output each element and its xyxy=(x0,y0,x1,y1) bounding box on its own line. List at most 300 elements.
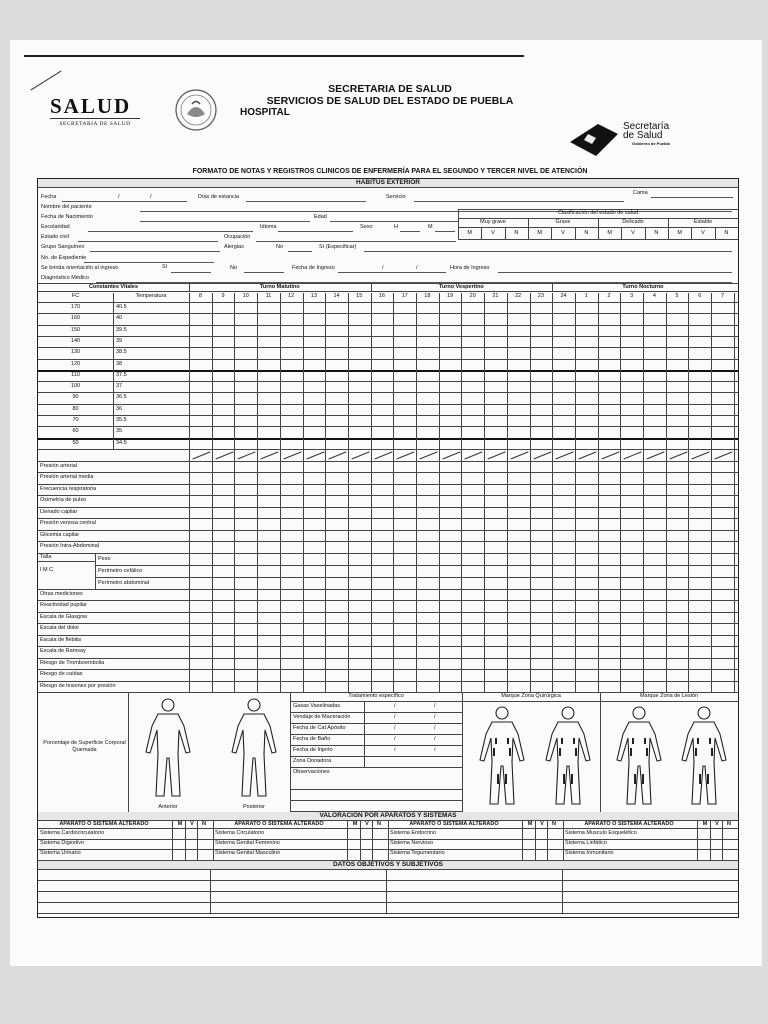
hour-column-line xyxy=(371,293,372,692)
fc-value-100: 100 xyxy=(70,383,81,390)
ocupacion-field[interactable] xyxy=(256,241,456,242)
valoracion-mvn-divider xyxy=(172,820,173,861)
valoracion-col3-item-1: Sistema Nervioso xyxy=(390,840,434,847)
temp-value-6: 37.5 xyxy=(116,371,127,378)
valoracion-col2-item-0: Sistema Circulatorio xyxy=(215,830,265,837)
hatch-cell[interactable] xyxy=(439,450,463,461)
temp-value-12: 34.5 xyxy=(116,439,127,446)
temp-value-0: 40.5 xyxy=(116,304,127,310)
salud-logo xyxy=(50,96,140,127)
hour-20: 20 xyxy=(469,293,476,299)
valoracion-n-0: N xyxy=(202,821,206,828)
posterior-label: Posterior xyxy=(242,804,265,811)
fecha-label: Fecha xyxy=(41,194,57,200)
vitals-row-line xyxy=(38,426,738,427)
hatch-cell[interactable] xyxy=(530,450,554,461)
datos-row-line xyxy=(38,902,738,903)
tratamiento-col-divider xyxy=(364,701,365,767)
hora-ingreso-label: Hora de Ingreso xyxy=(450,265,490,271)
datos-divider xyxy=(386,869,387,913)
valoracion-mvn-divider xyxy=(185,820,186,861)
hatch-cell[interactable] xyxy=(598,450,622,461)
hatch-bottom-line xyxy=(38,461,738,462)
sexo-m-label: M xyxy=(428,224,433,230)
servicio-field[interactable] xyxy=(414,201,624,202)
tratamiento-row-line xyxy=(290,745,462,746)
fc-value-110: 110 xyxy=(71,371,80,378)
hatch-cell[interactable] xyxy=(507,450,531,461)
alergias-label: Alergias xyxy=(224,244,244,250)
alergias-si-field[interactable] xyxy=(364,251,732,252)
tratamiento-slash-a-1: / xyxy=(394,714,396,721)
vitals-row-line xyxy=(38,325,738,326)
hour-column-line xyxy=(189,293,190,692)
tratamiento-slash-b-4: / xyxy=(434,747,436,754)
hatch-cell[interactable] xyxy=(575,450,599,461)
hour-column-line xyxy=(325,293,326,692)
param2-row-line xyxy=(38,669,738,670)
param-row-3: Oximetría de pulso xyxy=(40,497,87,504)
escolaridad-field[interactable] xyxy=(88,231,253,232)
estado-sub-divider xyxy=(505,227,506,239)
anterior-body-figure-icon[interactable] xyxy=(138,696,198,802)
hour-column-line xyxy=(530,293,531,692)
alergias-no-field[interactable] xyxy=(288,251,312,252)
tratamiento-row-line xyxy=(290,701,462,702)
anthro-divider xyxy=(95,553,96,589)
hour-23: 23 xyxy=(537,293,544,299)
estado-bottom-line xyxy=(458,239,738,240)
hatch-cell[interactable] xyxy=(711,450,735,461)
hour-column-line xyxy=(416,293,417,692)
body-divider xyxy=(290,692,291,812)
hour-5: 5 xyxy=(675,293,679,299)
fc-value-80: 80 xyxy=(72,405,79,412)
valoracion-col1-item-0: Sistema Cardiocirculatorio xyxy=(40,830,105,837)
hour-10: 10 xyxy=(242,293,249,299)
valoracion-mvn-divider xyxy=(197,820,198,861)
valoracion-mvn-divider xyxy=(535,820,536,861)
valoracion-title: VALORACIÓN POR APARATOS Y SISTEMAS xyxy=(38,812,738,821)
fc-temp-divider xyxy=(113,293,114,449)
valoracion-col-header-3: APARATO O SISTEMA ALTERADO xyxy=(584,821,674,828)
tratamiento-item-3: Fecha de Baño xyxy=(293,736,331,743)
valoracion-col4-item-0: Sistema Musculo Esquelético xyxy=(565,830,637,837)
estado-sub-divider xyxy=(481,227,482,239)
tratamiento-item-4: Fecha de Injerto xyxy=(293,747,333,754)
secretaria-logo-line-3: Gobierno de Puebla xyxy=(632,141,670,146)
param2-row-3: Escala del dolor xyxy=(40,625,80,632)
param2-row-1: Reactividad pupilar xyxy=(40,602,87,609)
vitals-header-line xyxy=(38,291,738,292)
hatch-cell[interactable] xyxy=(643,450,667,461)
hour-column-line xyxy=(643,293,644,692)
clasificacion-label: Clasificación del estado de salud xyxy=(557,210,639,216)
header-title-2: SERVICIOS DE SALUD DEL ESTADO DE PUEBLA xyxy=(266,95,514,107)
hatch-cell[interactable] xyxy=(461,450,485,461)
valoracion-col-divider xyxy=(213,820,214,861)
valoracion-col-header-2: APARATO O SISTEMA ALTERADO xyxy=(409,821,499,828)
peso-label: Peso xyxy=(98,555,111,562)
valoracion-m-3: M xyxy=(702,821,708,828)
valoracion-v-3: V xyxy=(715,821,719,828)
fecha-nacimiento-field[interactable] xyxy=(140,221,310,222)
fecha-ingreso-field[interactable] xyxy=(338,272,446,273)
tratamiento-item-6: Observaciones xyxy=(293,769,330,776)
estado-2-mvn-1: V xyxy=(631,230,635,236)
hour-column-line xyxy=(303,293,304,692)
sexo-m-field[interactable] xyxy=(435,231,455,232)
vitals-row-line xyxy=(38,381,738,382)
estado-3-label: Estable xyxy=(693,219,713,225)
vitals-row-line xyxy=(38,415,738,416)
valoracion-header-line xyxy=(38,828,738,829)
hour-21: 21 xyxy=(492,293,499,299)
body-divider xyxy=(600,692,601,812)
valoracion-v-1: V xyxy=(365,821,369,828)
valoracion-v-0: V xyxy=(190,821,194,828)
vitals-hour-line xyxy=(38,302,738,303)
hour-column-line xyxy=(212,293,213,692)
vitals-row-line xyxy=(38,336,738,337)
turno-1-label: Turno Vespertino xyxy=(438,284,484,290)
hour-6: 6 xyxy=(698,293,702,299)
tratamiento-slash-b-3: / xyxy=(434,736,436,743)
hour-column-line xyxy=(280,293,281,692)
hatch-cell[interactable] xyxy=(280,450,304,461)
top-rule xyxy=(24,55,524,57)
estado-1-mvn-0: M xyxy=(537,230,542,236)
fecha-nacimiento-label: Fecha de Nacimiento xyxy=(41,214,93,220)
param2-row-line xyxy=(38,612,738,613)
vitals-row-line xyxy=(38,359,738,360)
body-divider xyxy=(462,692,463,812)
zona-lesion-label: Marque Zona de Lesión xyxy=(639,693,699,700)
hour-column-line xyxy=(484,293,485,692)
hatch-cell[interactable] xyxy=(371,450,395,461)
fc-value-70: 70 xyxy=(72,417,79,423)
tratamiento-row-line xyxy=(290,767,462,768)
temp-value-4: 38.5 xyxy=(116,349,127,356)
param-row-6: Glicemia capilar xyxy=(40,531,80,538)
datos-divider xyxy=(562,869,563,913)
datos-row-line xyxy=(38,891,738,892)
header-title-block xyxy=(240,83,540,119)
temp-value-9: 36 xyxy=(116,405,123,412)
param2-row-5: Escala de Ramsay xyxy=(40,648,86,655)
valoracion-col3-item-0: Sistema Endocrino xyxy=(390,830,437,837)
estado-civil-label: Estado civil xyxy=(41,234,69,240)
fecha-slash-1: / xyxy=(118,194,120,200)
tratamiento-row-line xyxy=(290,723,462,724)
param2-row-line xyxy=(38,658,738,659)
orientacion-si-label: Sí xyxy=(162,264,168,270)
hatch-cell[interactable] xyxy=(234,450,258,461)
tratamiento-row-line xyxy=(290,712,462,713)
param-row-line xyxy=(38,507,738,508)
grupo-sanguineo-field[interactable] xyxy=(90,251,220,252)
valoracion-row-line xyxy=(38,849,738,850)
sexo-h-label: H xyxy=(394,224,398,230)
hour-13: 13 xyxy=(310,293,317,299)
hour-7: 7 xyxy=(720,293,724,299)
hour-18: 18 xyxy=(424,293,431,299)
param-row-line xyxy=(38,495,738,496)
param-row-line xyxy=(38,518,738,519)
sexo-h-field[interactable] xyxy=(400,231,420,232)
tratamiento-row-line xyxy=(290,734,462,735)
zona-lesion-front-figure-icon[interactable] xyxy=(609,704,669,810)
header-title-1: SECRETARIA DE SALUD xyxy=(328,83,452,95)
hatch-cell[interactable] xyxy=(416,450,440,461)
param2-row-7: Riesgo de caídas xyxy=(40,671,83,678)
fecha-field[interactable] xyxy=(62,201,187,202)
valoracion-col4-item-2: Sistema Inmunitario xyxy=(565,850,614,857)
hatch-cell[interactable] xyxy=(620,450,644,461)
hatch-cell[interactable] xyxy=(257,450,281,461)
estado-civil-field[interactable] xyxy=(78,241,218,242)
temp-value-1: 40 xyxy=(116,315,123,322)
param-row-0: Presión arterial xyxy=(40,462,77,469)
param2-row-line xyxy=(38,681,738,682)
tratamiento-item-0: Gasas Vaselinadas xyxy=(293,703,340,710)
estado-sub-divider xyxy=(575,227,576,239)
hatch-cell[interactable] xyxy=(212,450,236,461)
tratamiento-item-5: Zona Donadora xyxy=(293,758,332,765)
estado-0-mvn-2: N xyxy=(514,230,519,236)
valoracion-row-line xyxy=(38,839,738,840)
param-row-line xyxy=(38,541,738,542)
salud-logo-subtext: SECRETARIA DE SALUD xyxy=(59,121,131,127)
temp-value-8: 36.5 xyxy=(116,394,127,401)
temp-value-10: 35.5 xyxy=(116,417,127,423)
hatch-cell[interactable] xyxy=(552,450,576,461)
orientacion-no-field[interactable] xyxy=(244,272,284,273)
valoracion-col-divider xyxy=(388,820,389,861)
hour-column-line xyxy=(688,293,689,692)
servicio-label: Servicio xyxy=(386,194,406,200)
hour-12: 12 xyxy=(288,293,295,299)
param-row-2: Frecuencia respiratoria xyxy=(40,485,97,492)
cama-field[interactable] xyxy=(651,197,733,198)
temp-value-11: 35 xyxy=(116,428,123,435)
estado-0-mvn-1: V xyxy=(491,230,495,236)
valoracion-col3-item-2: Sistema Tegumentario xyxy=(390,850,445,857)
hour-17: 17 xyxy=(401,293,408,299)
salud-logo-text: SALUD xyxy=(50,94,132,118)
hour-column-line xyxy=(620,293,621,692)
habitus-section-title: HABITUS EXTERIOR xyxy=(38,179,738,188)
param2-row-0: Otras mediciones xyxy=(40,590,83,597)
tratamiento-slash-b-0: / xyxy=(434,703,436,710)
idioma-field[interactable] xyxy=(278,231,353,232)
param-row-1: Presión arterial media xyxy=(40,474,94,481)
param-row-line xyxy=(38,530,738,531)
hour-2: 2 xyxy=(607,293,611,299)
estado-sub-divider xyxy=(621,227,622,239)
hatch-cell[interactable] xyxy=(348,450,372,461)
tratamiento-slash-a-2: / xyxy=(394,725,396,732)
nursing-form xyxy=(37,178,739,918)
hour-column-line xyxy=(711,293,712,692)
fecha-ingreso-slash-1: / xyxy=(382,265,384,271)
expediente-label: No. de Expediente xyxy=(41,255,87,261)
fc-value-90: 90 xyxy=(72,394,79,401)
vitals-row-line xyxy=(38,347,738,348)
posterior-body-figure-icon[interactable] xyxy=(224,696,284,802)
valoracion-col-divider xyxy=(563,820,564,861)
zona-quirurgica-back-figure-icon[interactable] xyxy=(538,704,598,810)
param-row-line xyxy=(38,553,738,554)
hour-column-line xyxy=(507,293,508,692)
hatch-cell[interactable] xyxy=(303,450,327,461)
anterior-label: Anterior xyxy=(158,804,178,811)
estado-sub-divider xyxy=(715,227,716,239)
anthro-bottom-line xyxy=(38,589,738,590)
tratamiento-row-line xyxy=(290,756,462,757)
hour-24: 24 xyxy=(560,293,567,299)
dias-estancia-field[interactable] xyxy=(246,201,366,202)
fc-value-50: 50 xyxy=(72,439,79,446)
fc-value-170: 170 xyxy=(70,304,81,310)
body-divider xyxy=(128,692,129,812)
hatch-cell[interactable] xyxy=(325,450,349,461)
hour-16: 16 xyxy=(378,293,385,299)
valoracion-col4-item-1: Sistema Linfático xyxy=(565,840,607,847)
temp-value-2: 39.5 xyxy=(116,326,127,333)
param2-row-6: Riesgo de Tromboembolia xyxy=(40,659,105,666)
vitals-row-line xyxy=(38,392,738,393)
hatch-cell[interactable] xyxy=(189,450,213,461)
turno-0-label: Turno Matutino xyxy=(259,284,300,290)
estado-row-line xyxy=(458,227,738,228)
edad-field[interactable] xyxy=(330,221,458,222)
valoracion-v-2: V xyxy=(540,821,544,828)
fc-value-120: 120 xyxy=(70,360,81,367)
estado-sub-divider xyxy=(691,227,692,239)
hour-4: 4 xyxy=(652,293,656,299)
grupo-sanguineo-label: Grupo Sanguíneo xyxy=(41,244,85,250)
estado-2-label: Delicado xyxy=(622,219,644,225)
cama-label: Cama xyxy=(633,190,648,196)
orientacion-si-field[interactable] xyxy=(171,272,211,273)
talla-label: Talla xyxy=(40,553,52,560)
fc-header: FC xyxy=(71,293,80,299)
datos-title: DATOS OBJETIVOS Y SUBJETIVOS xyxy=(38,861,738,870)
param2-row-line xyxy=(38,635,738,636)
hatch-cell[interactable] xyxy=(484,450,508,461)
secretaria-logo-line-2: de Salud xyxy=(623,130,663,141)
zona-quirurgica-front-figure-icon[interactable] xyxy=(472,704,532,810)
temp-value-3: 39 xyxy=(116,337,123,344)
tratamiento-slash-b-2: / xyxy=(434,725,436,732)
tratamiento-slash-b-1: / xyxy=(434,714,436,721)
hour-column-line xyxy=(348,293,349,692)
temp-header: Temperatura xyxy=(135,293,167,299)
escolaridad-label: Escolaridad xyxy=(41,224,70,230)
hour-14: 14 xyxy=(333,293,340,299)
estado-1-mvn-2: N xyxy=(584,230,589,236)
estado-1-label: Grave xyxy=(555,219,571,225)
hatch-cell[interactable] xyxy=(393,450,417,461)
hora-ingreso-field[interactable] xyxy=(498,272,732,273)
fc-value-140: 140 xyxy=(70,337,81,344)
param2-row-8: Riesgo de lesiones por presión xyxy=(40,682,116,689)
secretaria-logo-line-1: Secretaría xyxy=(623,121,670,132)
valoracion-col-header-0: APARATO O SISTEMA ALTERADO xyxy=(59,821,149,828)
perimetro-abdominal-label: Perímetro abdominal xyxy=(98,579,150,586)
hour-column-line xyxy=(439,293,440,692)
fc-value-130: 130 xyxy=(70,349,81,356)
valoracion-m-0: M xyxy=(177,821,183,828)
valoracion-n-1: N xyxy=(377,821,381,828)
param-row-5: Presión venosa central xyxy=(40,520,96,527)
estado-3-mvn-2: N xyxy=(724,230,729,236)
diagnostico-label: Diagnóstico Médico xyxy=(41,275,89,281)
estado-2-mvn-2: N xyxy=(654,230,659,236)
dias-estancia-label: Días de estancia xyxy=(198,194,239,200)
valoracion-n-2: N xyxy=(552,821,556,828)
datos-divider xyxy=(210,869,211,913)
hour-1: 1 xyxy=(584,293,588,299)
form-title: FORMATO DE NOTAS Y REGISTROS CLINICOS DE ENFERMERÍA PARA EL SEGUNDO Y TERCER NIVEL DE ATENCIÓN xyxy=(192,168,588,175)
pen-mark xyxy=(30,71,61,91)
nombre-label: Nombre del paciente xyxy=(41,204,92,210)
estado-3-mvn-1: V xyxy=(701,230,705,236)
mexico-seal-icon xyxy=(170,88,222,132)
valoracion-mvn-divider xyxy=(360,820,361,861)
estado-sub-divider xyxy=(645,227,646,239)
param2-row-line xyxy=(38,623,738,624)
edad-label: Edad xyxy=(314,214,327,220)
param2-row-4: Escala de flebitis xyxy=(40,636,82,643)
valoracion-col1-item-2: Sistema Urinario xyxy=(40,850,81,857)
perimetro-cefalico-label: Perímetro cefálico xyxy=(98,567,143,574)
valoracion-col2-item-1: Sistema Genital Femenino xyxy=(215,840,280,847)
vitals-row-line xyxy=(38,404,738,405)
temp-value-7: 37 xyxy=(116,383,123,390)
hour-column-line xyxy=(257,293,258,692)
zona-lesion-back-figure-icon[interactable] xyxy=(674,704,734,810)
observaciones-line xyxy=(290,789,462,790)
anthro-left-line xyxy=(38,561,95,562)
hatch-cell[interactable] xyxy=(688,450,712,461)
param-row-line xyxy=(38,484,738,485)
hour-column-line xyxy=(552,293,553,692)
hour-15: 15 xyxy=(356,293,363,299)
hour-11: 11 xyxy=(265,293,272,299)
valoracion-m-2: M xyxy=(527,821,533,828)
tratamiento-slash-a-4: / xyxy=(394,747,396,754)
valoracion-n-3: N xyxy=(727,821,731,828)
orientacion-label: Se brinda orientación al ingreso xyxy=(41,265,119,271)
valoracion-col1-item-1: Sistema Digestivo xyxy=(40,840,85,847)
fecha-ingreso-slash-2: / xyxy=(416,265,418,271)
hatch-cell[interactable] xyxy=(666,450,690,461)
vitals-title: Constantes Vitales xyxy=(88,284,139,290)
hour-3: 3 xyxy=(630,293,634,299)
param-row-4: Llenado capilar xyxy=(40,508,78,515)
valoracion-col-header-1: APARATO O SISTEMA ALTERADO xyxy=(234,821,324,828)
param2-row-2: Escala de Glasgow xyxy=(40,613,88,620)
zona-quirurgica-label: Marque Zona Quirúrgica xyxy=(501,693,561,700)
fc-value-60: 60 xyxy=(72,428,79,435)
hour-column-line xyxy=(575,293,576,692)
valoracion-mvn-divider xyxy=(722,820,723,861)
alergias-no-label: No xyxy=(276,244,284,250)
expediente-field[interactable] xyxy=(84,262,214,263)
valoracion-mvn-divider xyxy=(372,820,373,861)
